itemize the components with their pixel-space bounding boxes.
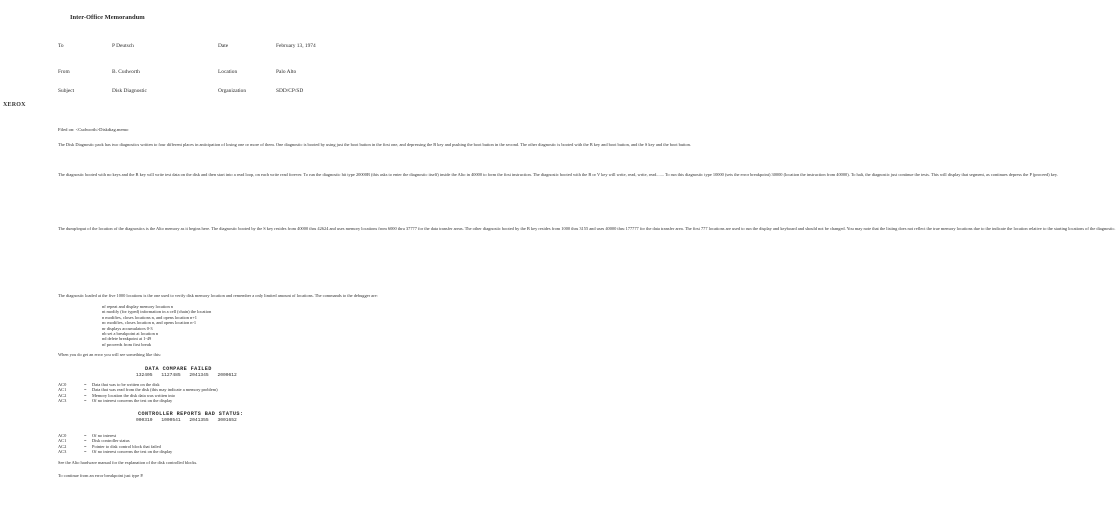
list-item: nt modify (for typed) information in a cell (chain) the location bbox=[102, 309, 212, 315]
legend-key: AC3 bbox=[58, 449, 67, 455]
paragraph-1 bbox=[58, 142, 691, 147]
legend-key: AC1 bbox=[58, 438, 67, 444]
value-cell: 1127485 bbox=[161, 373, 181, 378]
subject-value: Disk Diagnostic bbox=[112, 88, 147, 94]
data-compare-values bbox=[136, 373, 237, 378]
to-value: P Deutsch bbox=[112, 43, 134, 49]
list-item: nd delete breakpoint at 1-49 bbox=[102, 336, 152, 342]
organization-value: SDD/CP/SD bbox=[276, 88, 304, 94]
paragraph-3 bbox=[58, 226, 1116, 231]
paragraph-text: The diagnostic loaded at the five 1000 locations is the one used to verify disk memory location and remember a only limited amount of locations. The commands to the debugger are: bbox=[58, 293, 378, 298]
paragraph-text: The Disk Diagnostic pack has two diagnostics written to four different places in anticipation of losing one or more of them. One diagnostic is booted by using just the boot button in the first one, and depressing the B key and pushing the boot button in the second. The other diagnostic is booted with the B key and boot button, and the S key and the boot button. bbox=[58, 142, 691, 147]
legend-text: Data that was read from the disk (this may indicate a memory problem) bbox=[92, 387, 218, 393]
legend-key: AC1 bbox=[58, 387, 67, 393]
value-cell: 3001652 bbox=[217, 418, 237, 423]
list-item: nf proceeds from first break bbox=[102, 341, 152, 347]
memo-title: Inter-Office Memorandum bbox=[70, 14, 145, 21]
date-value: February 13, 1974 bbox=[276, 43, 316, 49]
legend-text: Disk controller status bbox=[92, 438, 130, 444]
legend-text: Pointer to disk control block that failed bbox=[92, 443, 161, 449]
xerox-logo: XEROX bbox=[3, 102, 26, 108]
to-label: To bbox=[58, 43, 64, 49]
location-label: Location bbox=[218, 69, 238, 75]
list-item: nr displays accumulators 0-3 bbox=[102, 325, 153, 331]
organization-label: Organization bbox=[218, 88, 247, 94]
value-cell: 2041355 bbox=[189, 418, 209, 423]
bad-status-legend bbox=[58, 433, 172, 455]
legend-key: AC0 bbox=[58, 433, 67, 438]
paragraph-2 bbox=[58, 172, 1058, 177]
paragraph-text: To continue from an error breakpoint just type P. bbox=[58, 473, 144, 478]
from-value: B. Cudworth bbox=[112, 69, 140, 75]
legend-row: AC2 = Pointer to disk control block that failed bbox=[58, 443, 161, 449]
value-cell: 2000612 bbox=[217, 373, 237, 378]
closing-line-1 bbox=[58, 460, 384, 465]
command-list bbox=[58, 304, 211, 347]
list-item: n modifies, closes locations n, and opens location n+1 bbox=[102, 314, 197, 320]
legend-row: AC3 = Of no interest concerns the test on the display bbox=[58, 449, 173, 455]
legend-key: AC2 bbox=[58, 443, 67, 449]
paragraph-text: The diagnostic booted with no keys and the B key will write test data on the disk and then start into a read loop, on each write read forever. To run the diagnostic hit type 20000B (this asks to enter the diagnostic itself) inside the Alto in 40000 to form the first instruction. The diagnostic booted with the B or V key will write, read, write, read....... To run this diagnostic type 10000 (sets the error breakpoint) 30000 (location the instruction from 40000). To halt, the diagnostic just continue the tests. This will display that segment, as continues depress the P (proceed) key. bbox=[58, 172, 1058, 177]
legend-text: Of no interest bbox=[92, 433, 117, 438]
legend-row: AC1 = Disk controller status bbox=[58, 438, 130, 444]
legend-row: AC0 = Data that was to be written on the disk bbox=[58, 382, 160, 387]
legend-row: AC1 = Data that was read from the disk (this may indicate a memory problem) bbox=[58, 387, 218, 393]
value-cell: 1000541 bbox=[161, 418, 181, 423]
legend-row: AC0 = Of no interest bbox=[58, 433, 117, 438]
bad-status-header: CONTROLLER REPORTS BAD STATUS: bbox=[138, 411, 244, 417]
bad-status-values bbox=[136, 418, 237, 423]
debugger-intro bbox=[58, 293, 384, 298]
value-cell: 132405 bbox=[136, 373, 153, 378]
legend-key: AC3 bbox=[58, 398, 67, 404]
list-item: nc modifies, closes location n, and opens location n-1 bbox=[102, 320, 197, 326]
legend-row: AC2 = Memory location the disk data was written into bbox=[58, 392, 176, 398]
filed-on-line: Filed on: <Cudworth>Diskdiag.memo bbox=[58, 127, 129, 132]
date-label: Date bbox=[218, 43, 229, 49]
legend-text: Memory location the disk data was written into bbox=[92, 392, 176, 398]
legend-text: Of no interest concerns the test on the display bbox=[92, 398, 173, 404]
error-intro bbox=[58, 352, 384, 357]
value-cell: 000310 bbox=[136, 418, 153, 423]
legend-row: AC3 = Of no interest concerns the test on the display bbox=[58, 398, 173, 404]
data-compare-legend bbox=[58, 382, 218, 404]
paragraph-text: The dump/input of the location of the diagnostics is the Alto memory as it begins here. The diagnostic booted by the S key resides from 40000 thru 42624 and uses memory locations from 6000 thru 37777 for the data transfer areas. The other diagnostic booted by the B key resides from 1000 thru 3155 and uses 40000 thru 177777 for the data transfer area. The first 777 locations are used to run the display and keyboard and should not be changed. You may note that the listing does not reflect the true memory locations due to the indicate the location relative to the starting locations of the diagnostic. bbox=[58, 226, 1116, 231]
legend-text: Data that was to be written on the disk bbox=[92, 382, 160, 387]
value-cell: 2041345 bbox=[189, 373, 209, 378]
paragraph-text: See the Alto hardware manual for the explanation of the disk controlled blocks. bbox=[58, 460, 198, 465]
subject-label: Subject bbox=[58, 88, 75, 94]
paragraph-text: When you do get an error you will see something like this: bbox=[58, 352, 162, 357]
legend-key: AC2 bbox=[58, 392, 67, 398]
closing-line-2 bbox=[58, 473, 384, 478]
from-label: From bbox=[58, 69, 70, 75]
list-item: nb set a breakpoint at location n bbox=[102, 331, 159, 337]
data-compare-header: DATA COMPARE FAILED bbox=[145, 366, 212, 372]
location-value: Palo Alto bbox=[276, 69, 297, 75]
legend-key: AC0 bbox=[58, 382, 67, 387]
list-item: nf repeat and display memory location n bbox=[102, 304, 173, 309]
legend-text: Of no interest concerns the test on the display bbox=[92, 449, 173, 455]
